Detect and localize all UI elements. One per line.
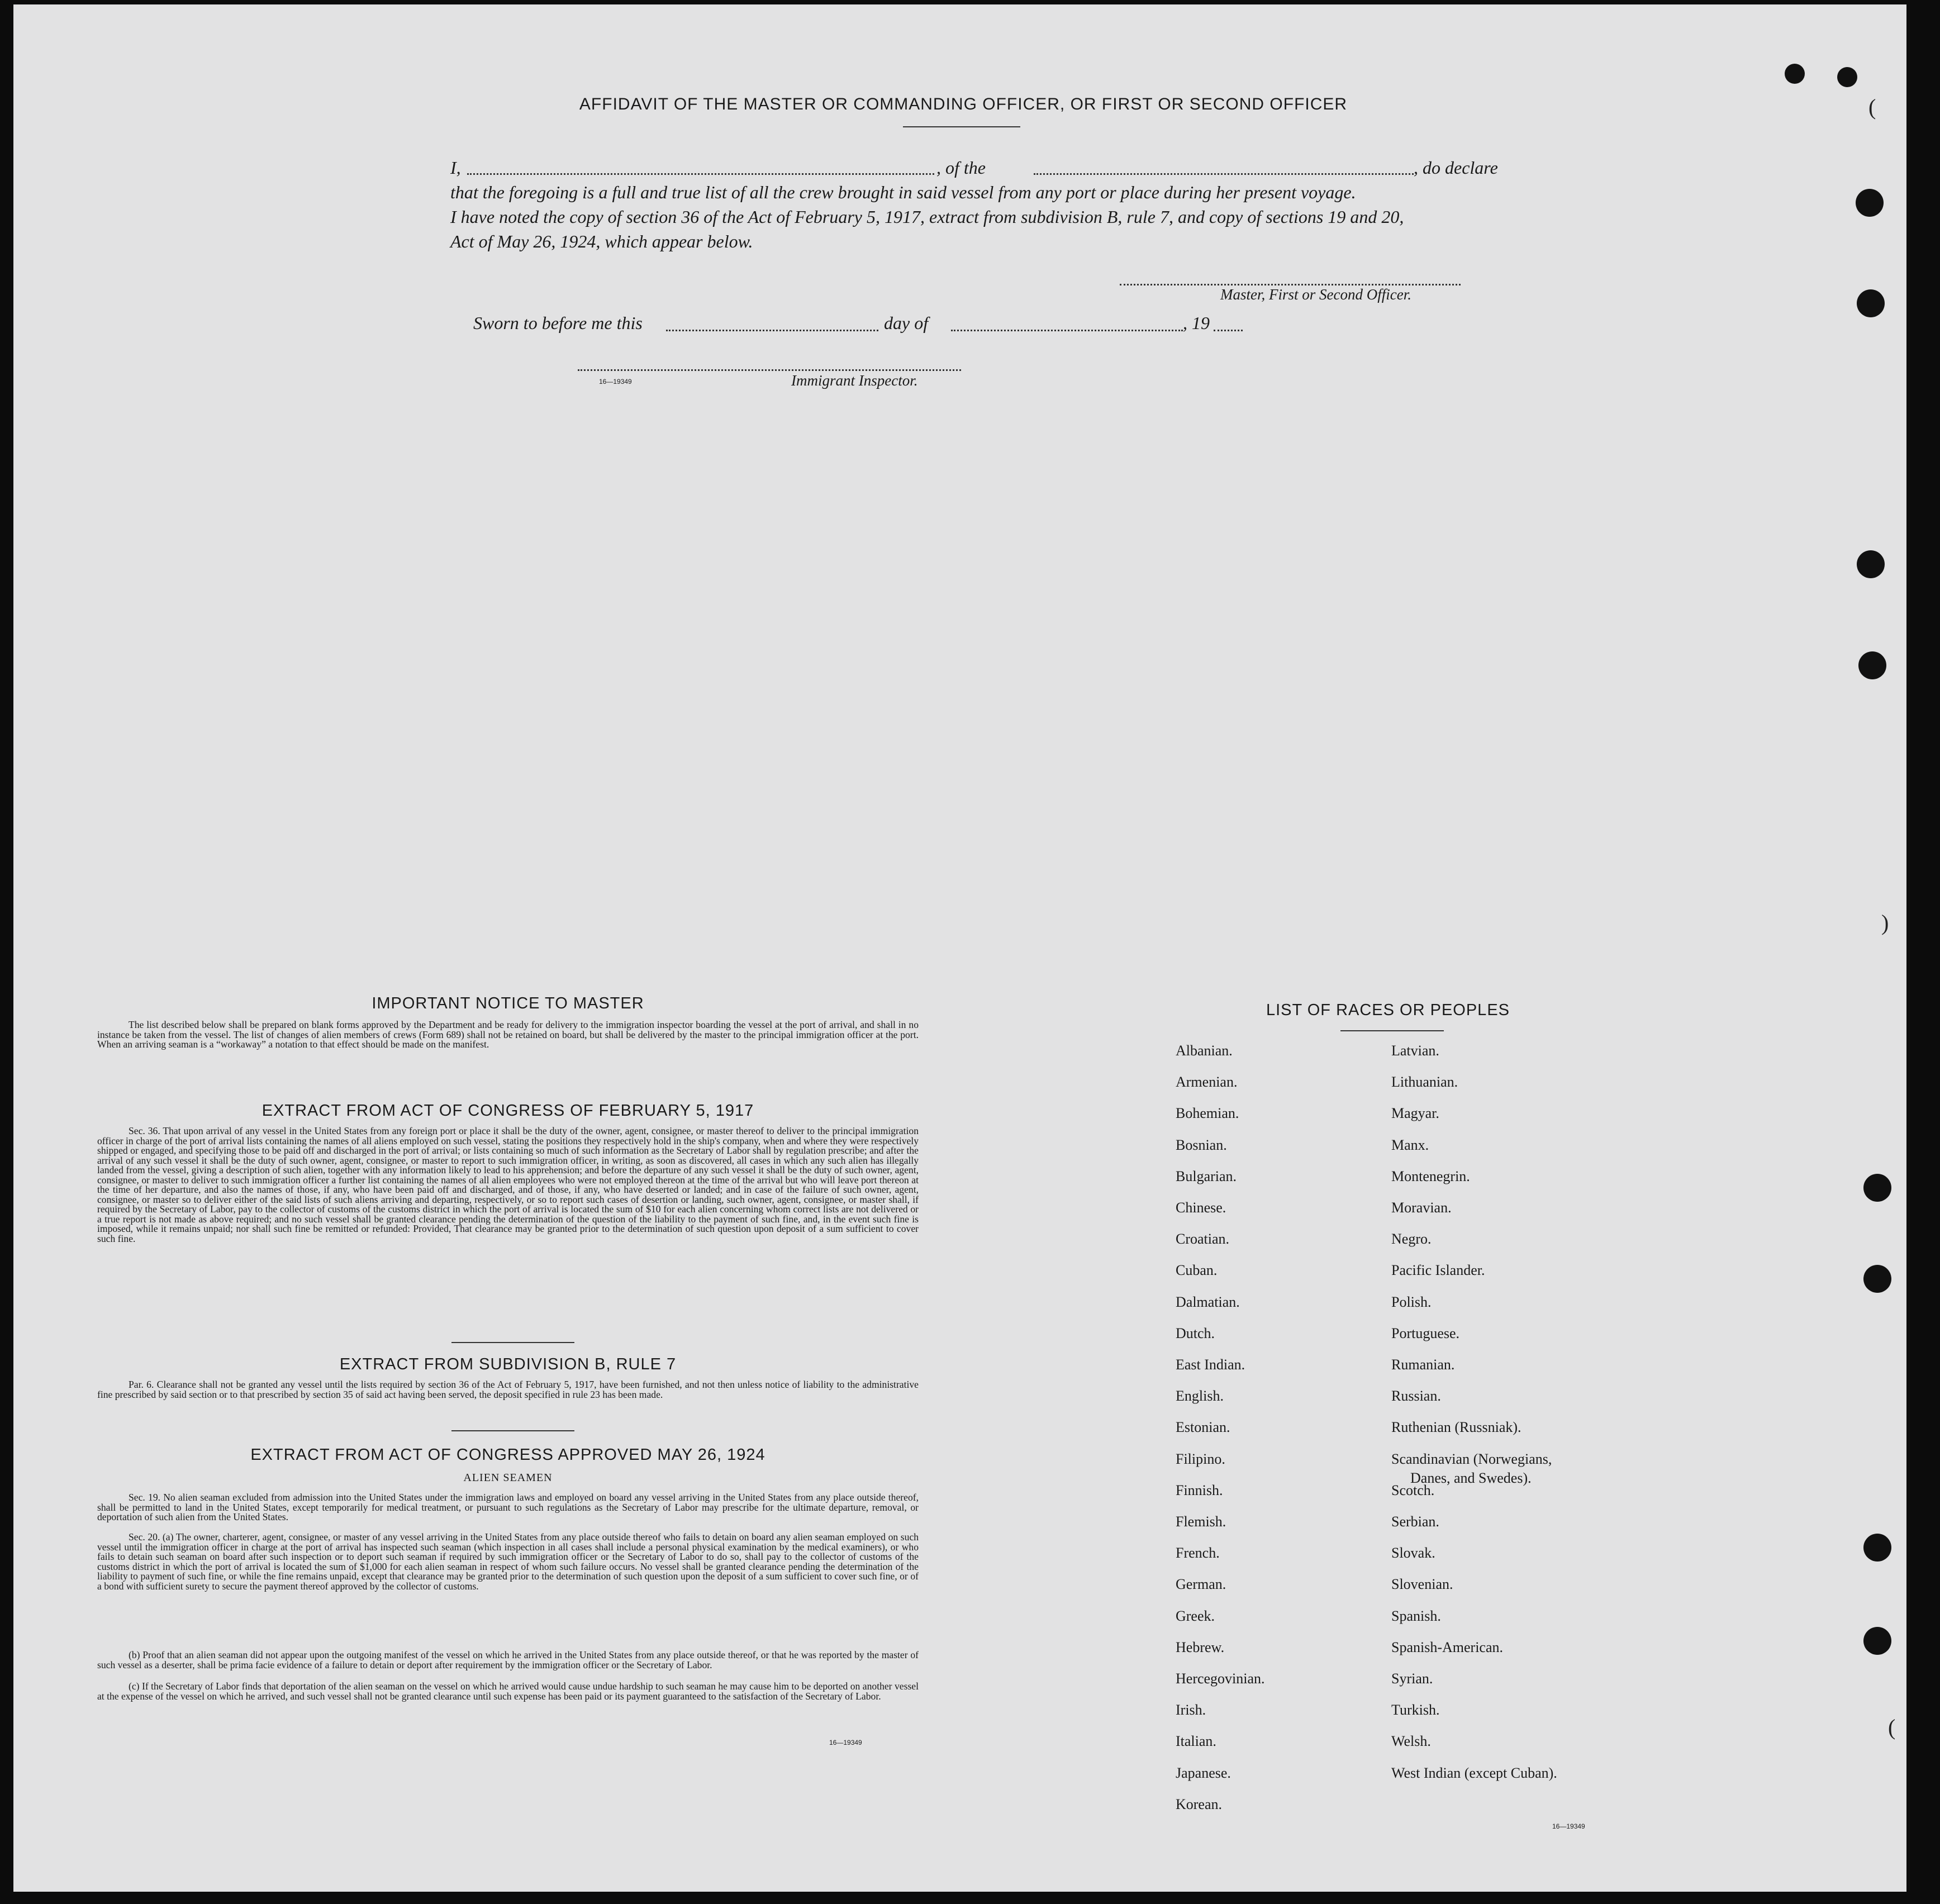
- race-item: Moravian.: [1391, 1199, 1452, 1216]
- race-item: Bosnian.: [1176, 1136, 1227, 1153]
- race-item: Rumanian.: [1391, 1356, 1455, 1373]
- punch-hole: [1785, 64, 1805, 84]
- master-signature-label: Master, First or Second Officer.: [1220, 286, 1411, 303]
- race-item: Japanese.: [1176, 1764, 1231, 1781]
- race-item: Pacific Islander.: [1391, 1262, 1485, 1279]
- alien-seamen-subtitle: ALIEN SEAMEN: [463, 1472, 553, 1484]
- races-title: LIST OF RACES OR PEOPLES: [1266, 1001, 1510, 1019]
- title-rule: [1340, 1030, 1444, 1031]
- edge-mark: (: [1888, 1715, 1896, 1740]
- race-item: Magyar.: [1391, 1105, 1439, 1122]
- punch-hole: [1863, 1265, 1891, 1293]
- sworn-label: Sworn to before me this: [473, 313, 643, 333]
- affidavit-line-3: I have noted the copy of section 36 of the Act of February 5, 1917, extract from subdivision B, rule 7, and copy of sections 19 and 20,: [450, 207, 1404, 227]
- race-item: Korean.: [1176, 1796, 1223, 1812]
- notice-text: The list described below shall be prepared on blank forms approved by the Department and be ready for delivery to the immigration inspector boarding the vessel at the port of arrival, and shall in no instance be taken from the vessel. The list of changes of alien members of crews (Form 689) shall not be retained on board, but shall be delivered by the master to the principal immigration officer at the port. When an arriving seaman is a “workaway” a notation to that effect should be made on the manifest.: [97, 1019, 919, 1050]
- title-rule: [903, 126, 1020, 127]
- punch-hole: [1837, 67, 1857, 87]
- vessel-blank[interactable]: [1034, 173, 1414, 175]
- race-item: Bulgarian.: [1176, 1168, 1237, 1184]
- race-item: Slovak.: [1391, 1545, 1435, 1562]
- sec19-text: Sec. 19. No alien seaman excluded from admission into the United States under the immigration laws and employed on board any vessel arriving in the United States from any place outside thereof, shall be permitted to land in the United States, except temporarily for medical treatment, or pursuant to such regulations as the Secretary of Labor may prescribe for the ultimate departure, removal, or deportation of such alien from the United States.: [97, 1492, 919, 1522]
- race-item: Spanish-American.: [1391, 1639, 1504, 1655]
- race-item: Slovenian.: [1391, 1576, 1453, 1593]
- master-signature-line[interactable]: [1120, 284, 1461, 285]
- sworn-line: [473, 313, 1210, 334]
- race-item: Armenian.: [1176, 1074, 1238, 1091]
- race-item: Estonian.: [1176, 1419, 1230, 1436]
- race-item: Manx.: [1391, 1136, 1429, 1153]
- race-item: Bohemian.: [1176, 1105, 1239, 1122]
- of-the-label: , of the: [936, 158, 986, 178]
- race-item: Croatian.: [1176, 1231, 1230, 1248]
- extract-1924-title: EXTRACT FROM ACT OF CONGRESS APPROVED MAY 26, 1924: [250, 1446, 765, 1464]
- punch-hole: [1857, 289, 1885, 317]
- race-item: Montenegrin.: [1391, 1168, 1470, 1184]
- race-item: Latvian.: [1391, 1043, 1439, 1059]
- race-item: Serbian.: [1391, 1513, 1439, 1530]
- race-item: Welsh.: [1391, 1733, 1431, 1750]
- sworn-month-blank[interactable]: [951, 330, 1183, 331]
- punch-hole: [1856, 189, 1884, 217]
- race-item: Irish.: [1176, 1702, 1206, 1719]
- rule7-text: Par. 6. Clearance shall not be granted any vessel until the lists required by section 36 of the Act of February 5, 1917, have been furnished, and not then unless notice of liability to the administrative fine prescribed by said section or to that prescribed by section 35 of said act having been served, the deposit specified in rule 23 has been made.: [97, 1379, 919, 1400]
- race-item: German.: [1176, 1576, 1226, 1593]
- punch-hole: [1857, 550, 1885, 578]
- sec20b-text: (b) Proof that an alien seaman did not appear upon the outgoing manifest of the vessel on which he arrived in the United States from any place outside thereof, or that he was reported by the master of such vessel as a deserter, shall be prima facie evidence of a failure to detain or deport after requirement by the immigration officer or the Secretary of Labor.: [97, 1649, 919, 1670]
- race-item: Filipino.: [1176, 1450, 1225, 1467]
- affidavit-line-1: [450, 158, 1498, 178]
- inspector-label: Immigrant Inspector.: [791, 372, 918, 389]
- extract-1917-text: Sec. 36. That upon arrival of any vessel in the United States from any foreign port or place it shall be the duty of the owner, agent, consignee, or master thereof to deliver to the principal immigration officer in charge of the port of arrival lists containing the names of all aliens employed on such vessel, stating the positions they respectively hold in the ship's company, when and where they were respectively shipped or engaged, and specifying those to be paid off and discharged in the port of arrival; or lists containing so much of such information as the Secretary of Labor shall by regulation prescribe; and after the arrival of any such vessel it shall be the duty of such owner, agent, consignee, or master to report to such immigration officer, in writing, as soon as discovered, all cases in which any such alien has illegally landed from the vessel, giving a description of such alien, together with any information likely to lead to his apprehension; and before the departure of any such vessel it shall be the duty of such owner, agent, consignee, or master to deliver to such immigration officer a further list containing the names of all alien employees who were not employed thereon at the time of the arrival but who will leave port thereon at the time of her departure, and also the names of those, if any, who have been paid off and discharged, and of those, if any, who have deserted or landed; and in case of the failure of such owner, agent, consignee, or master so to deliver either of the said lists of such aliens arriving and departing, respectively, or so to report such cases of desertion or landing, such owner, agent, consignee, or master shall, if required by the Secretary of Labor, pay to the collector of customs of the customs district in which the port of arrival is located the sum of $10 for each alien concerning whom correct lists are not delivered or a true report is not made as above required; and no such vessel shall be granted clearance pending the determination of the question of the liability to the payment of such fine, and, in the event such fine is imposed, while it remains unpaid; nor shall such fine be remitted or refunded: Provided, That clearance may be granted prior to the determination of such question upon deposit of a sum sufficient to cover such fine.: [97, 1125, 919, 1244]
- punch-hole: [1863, 1627, 1891, 1655]
- form-page: [13, 4, 1906, 1892]
- race-item: Ruthenian (Russniak).: [1391, 1419, 1521, 1436]
- punch-hole: [1863, 1174, 1891, 1202]
- race-item: Spanish.: [1391, 1607, 1441, 1624]
- punch-hole: [1858, 651, 1886, 679]
- race-item: Scandinavian (Norwegians,: [1391, 1450, 1552, 1467]
- race-item: Turkish.: [1391, 1702, 1440, 1719]
- race-item: Syrian.: [1391, 1670, 1433, 1687]
- affidavit-line-4: Act of May 26, 1924, which appear below.: [450, 231, 753, 251]
- form-number: 16—19349: [599, 378, 632, 385]
- race-item: Flemish.: [1176, 1513, 1226, 1530]
- race-item: Scotch.: [1391, 1482, 1435, 1498]
- do-declare-label: , do declare: [1414, 158, 1498, 178]
- race-item: Italian.: [1176, 1733, 1216, 1750]
- sworn-year-blank[interactable]: [1214, 330, 1243, 331]
- race-item: Albanian.: [1176, 1043, 1233, 1059]
- form-number: 16—19349: [829, 1739, 862, 1746]
- form-number: 16—19349: [1552, 1822, 1585, 1830]
- section-rule: [451, 1342, 574, 1343]
- name-blank[interactable]: [467, 173, 934, 175]
- race-item: French.: [1176, 1545, 1220, 1562]
- race-item: Polish.: [1391, 1293, 1432, 1310]
- race-item: Dalmatian.: [1176, 1293, 1240, 1310]
- year-label: , 19: [1183, 313, 1210, 333]
- extract-1917-title: EXTRACT FROM ACT OF CONGRESS OF FEBRUARY 5, 1917: [261, 1102, 754, 1120]
- i-label: I,: [450, 158, 461, 178]
- race-item: West Indian (except Cuban).: [1391, 1764, 1557, 1781]
- race-item: Hebrew.: [1176, 1639, 1225, 1655]
- day-of-label: day of: [884, 313, 929, 333]
- race-item: Hercegovinian.: [1176, 1670, 1265, 1687]
- edge-mark: ): [1881, 910, 1889, 935]
- race-item: Portuguese.: [1391, 1325, 1460, 1341]
- edge-mark: (: [1868, 94, 1876, 120]
- race-item: Cuban.: [1176, 1262, 1218, 1279]
- punch-hole: [1863, 1534, 1891, 1562]
- notice-title: IMPORTANT NOTICE TO MASTER: [372, 994, 644, 1012]
- race-item: Danes, and Swedes).: [1410, 1469, 1532, 1486]
- race-item: Greek.: [1176, 1607, 1215, 1624]
- race-item: Lithuanian.: [1391, 1074, 1458, 1091]
- sec20c-text: (c) If the Secretary of Labor finds that deportation of the alien seaman on the vessel on which he arrived would cause undue hardship to such seaman he may cause him to be deported on another vessel at the expense of the vessel on which he arrived, and such vessel shall not be granted clearance until such expense has been paid or its payment guaranteed to the satisfaction of the Secretary of Labor.: [97, 1681, 919, 1702]
- race-item: Negro.: [1391, 1231, 1432, 1248]
- sworn-day-blank[interactable]: [666, 330, 878, 331]
- race-item: Dutch.: [1176, 1325, 1215, 1341]
- race-item: Chinese.: [1176, 1199, 1226, 1216]
- race-item: Russian.: [1391, 1388, 1441, 1405]
- affidavit-line-2: that the foregoing is a full and true list of all the crew brought in said vessel from any port or place during her present voyage.: [450, 182, 1356, 202]
- sec20a-text: Sec. 20. (a) The owner, charterer, agent, consignee, or master of any vessel arriving in the United States from any place outside thereof who fails to detain on board any alien seaman employed on such vessel until the immigration officer in charge at the port of arrival has inspected such seaman (which inspection in all cases shall include a personal physical examination by the medical examiners), or who fails to detain such seaman on board after such inspection or to deport such seaman if required by such immigration officer or the Secretary of Labor to do so, shall pay to the collector of customs of the customs district in which the port of arrival is located the sum of $1,000 for each alien seaman in respect of whom such failure occurs. No vessel shall be granted clearance pending the determination of the liability to payment of such fine, or while the fine remains unpaid, except that clearance may be granted prior to the determination of such question upon the deposit of a sum sufficient to cover such fine, or of a bond with sufficient surety to secure the payment thereof approved by the collector of customs.: [97, 1531, 919, 1592]
- affidavit-title: AFFIDAVIT OF THE MASTER OR COMMANDING OFFICER, OR FIRST OR SECOND OFFICER: [579, 95, 1348, 113]
- section-rule: [451, 1430, 574, 1431]
- race-item: Finnish.: [1176, 1482, 1223, 1498]
- rule7-title: EXTRACT FROM SUBDIVISION B, RULE 7: [339, 1355, 677, 1373]
- race-item: English.: [1176, 1388, 1224, 1405]
- race-item: East Indian.: [1176, 1356, 1245, 1373]
- inspector-signature-line[interactable]: [578, 369, 961, 371]
